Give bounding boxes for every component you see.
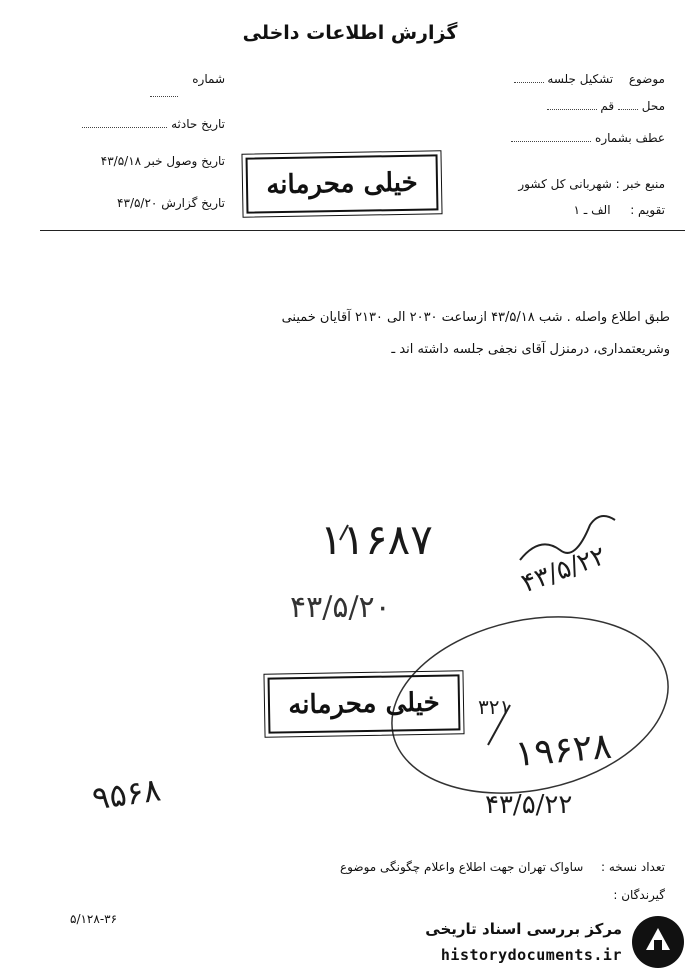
reference-field [511, 131, 665, 145]
subject-label: موضوع [628, 72, 665, 86]
classification-stamp: خیلی محرمانه [246, 154, 439, 213]
watermark-org-name: مرکز بررسی اسناد تاریخی [425, 920, 622, 938]
calendar-label: تقویم : [630, 203, 665, 217]
signature-date: ۴۳/۵/۲۲ [517, 540, 610, 600]
receipt-date-field [40, 154, 225, 168]
header-divider [40, 230, 685, 231]
copies-field [340, 860, 665, 874]
source-value: شهربانی کل کشور [518, 177, 612, 191]
copies-value: ساواک تهران جهت اطلاع واعلام چگونگی موضوع [340, 860, 584, 874]
body-line-2: وشریعتمداری، درمنزل آقای نجفی جلسه داشته اند ـ [391, 342, 670, 357]
handwritten-number-small: ۳۲۱ [478, 695, 511, 719]
recipients-label: گیرندگان : [613, 888, 665, 902]
place-field [547, 99, 665, 113]
calendar-value: الف ـ ۱ [573, 203, 611, 217]
handwritten-number-left: ۹۵۶۸ [89, 770, 164, 818]
recipients-field [613, 888, 665, 902]
handwritten-number-circle: ۱۹۶۲۸ [513, 725, 614, 776]
source-label: منبع خبر : [615, 177, 665, 191]
handwritten-date-low: ۴۳/۵/۲۲ [485, 790, 573, 820]
watermark [400, 910, 690, 972]
classification-stamp-2: خیلی محرمانه [268, 674, 461, 733]
subject-field [514, 72, 665, 86]
source-field [518, 177, 665, 191]
handwritten-number-big: ۱۱۶۸۷ [320, 515, 433, 564]
body-line-1: طبق اطلاع واصله . شب ۴۳/۵/۱۸ ازساعت ۲۰۳۰ الی ۲۱۳۰ آقایان خمینی [281, 310, 670, 325]
receipt-date-label: تاریخ وصول خبر [144, 154, 225, 168]
form-code: ۵/۱۲۸-۳۶ [70, 912, 118, 926]
report-date-label: تاریخ گزارش [161, 196, 225, 210]
number-label: شماره [192, 72, 225, 86]
place-label: محل [641, 99, 665, 113]
incident-date-field [55, 117, 225, 131]
copies-label: تعداد نسخه : [600, 860, 665, 874]
report-date-value: ۴۳/۵/۲۰ [117, 196, 158, 210]
handwritten-date-mid: ۴۳/۵/۲۰ [290, 590, 391, 625]
reference-label: عطف بشماره [595, 131, 665, 145]
page-title: گزارش اطلاعات داخلی [242, 22, 458, 44]
archive-logo-icon [630, 914, 686, 970]
receipt-date-value: ۴۳/۵/۱۸ [100, 154, 142, 168]
calendar-field [574, 203, 665, 217]
incident-date-label: تاریخ حادثه [171, 117, 225, 131]
watermark-site: historydocuments.ir [440, 946, 622, 964]
place-value: قم [600, 99, 615, 113]
report-date-field [55, 196, 225, 210]
subject-value: تشکیل جلسه [547, 72, 614, 86]
